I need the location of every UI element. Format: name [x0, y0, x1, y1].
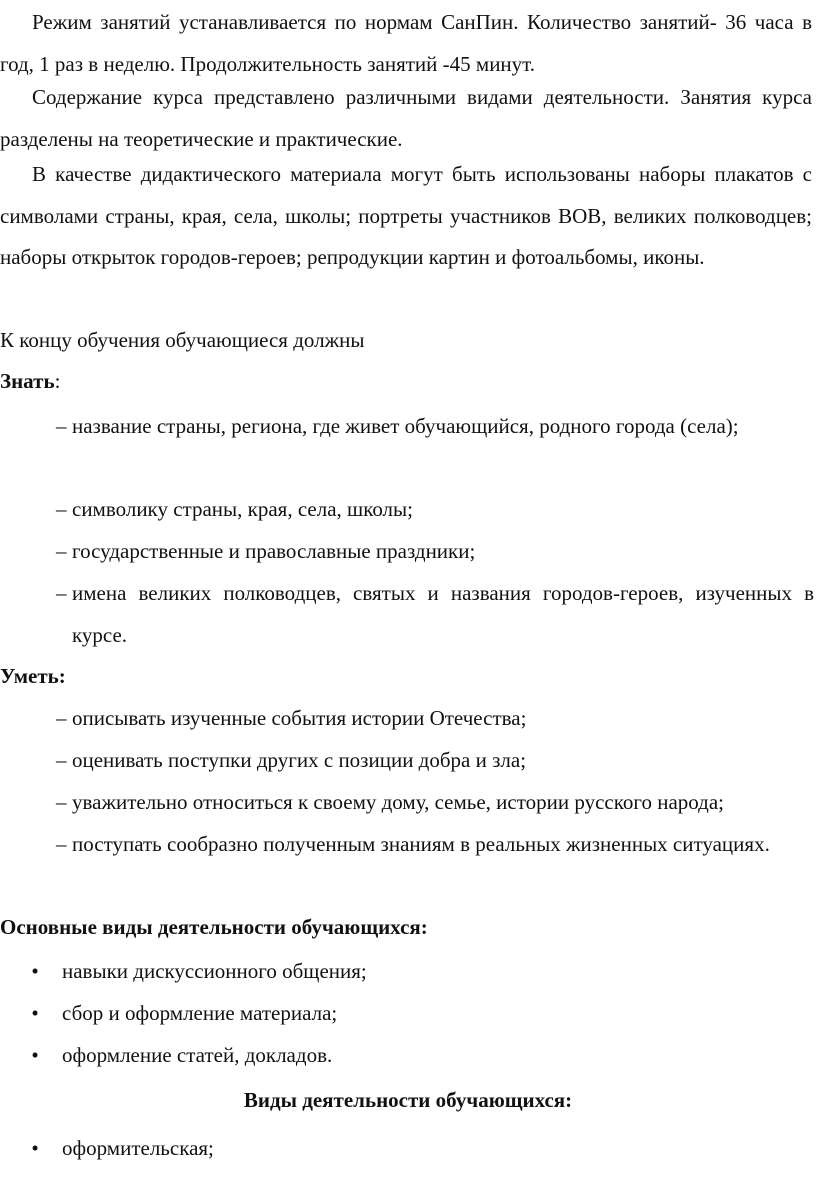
know-item: – символику страны, края, села, школы;	[72, 489, 814, 531]
able-heading: Уметь:	[0, 664, 66, 688]
know-heading-colon: :	[54, 369, 61, 393]
dash-marker: –	[56, 748, 67, 772]
dash-marker: –	[56, 539, 67, 563]
paragraph-schedule: Режим занятий устанавливается по нормам СанПин. Количество занятий- 36 часа в год, 1 раз в неделю. Продолжительность занятий -45 минут.	[0, 10, 812, 76]
able-item: – поступать сообразно полученным знаниям в реальных жизненных ситуациях.	[72, 824, 814, 866]
bullet-marker: •	[31, 1001, 39, 1025]
activity-item: • оформление статей, докладов.	[62, 1035, 802, 1077]
able-item: – оценивать поступки других с позиции добра и зла;	[72, 740, 814, 782]
dash-marker: –	[56, 581, 67, 605]
activity-item: • сбор и оформление материала;	[62, 993, 802, 1035]
dash-marker: –	[56, 414, 67, 438]
paragraph-outcomes-intro: К концу обучения обучающиеся должны	[0, 328, 365, 352]
bullet-marker: •	[31, 959, 39, 983]
know-heading-line	[0, 361, 812, 403]
able-item: – уважительно относиться к своему дому, семье, истории русского народа;	[72, 782, 814, 824]
know-item: – имена великих полководцев, святых и названия городов-героев, изученных в курсе.	[72, 573, 814, 656]
activities-heading: Основные виды деятельности обучающихся:	[0, 915, 428, 939]
dash-marker: –	[56, 497, 67, 521]
know-heading: Знать	[0, 369, 55, 393]
bullet-marker: •	[31, 1136, 39, 1160]
bullet-marker: •	[31, 1043, 39, 1067]
know-item: – государственные и православные праздники;	[72, 531, 814, 573]
activity-item: • навыки дискуссионного общения;	[62, 951, 802, 993]
type-item: • оформительская;	[62, 1128, 802, 1170]
able-item: – описывать изученные события истории Отечества;	[72, 698, 814, 740]
types-heading: Виды деятельности обучающихся:	[243, 1088, 573, 1112]
dash-marker: –	[56, 790, 67, 814]
dash-marker: –	[56, 706, 67, 730]
paragraph-content: Содержание курса представлено различными видами деятельности. Занятия курса разделены на теоретические и практические.	[0, 85, 812, 151]
paragraph-materials: В качестве дидактического материала могут быть использованы наборы плакатов с символами страны, края, села, школы; портреты участников ВОВ, великих полководцев; наборы открыток городов-героев; репродукции картин и фотоальбомы, иконы.	[0, 162, 812, 270]
dash-marker: –	[56, 832, 67, 856]
know-item: – название страны, региона, где живет обучающийся, родного города (села);	[72, 406, 814, 448]
